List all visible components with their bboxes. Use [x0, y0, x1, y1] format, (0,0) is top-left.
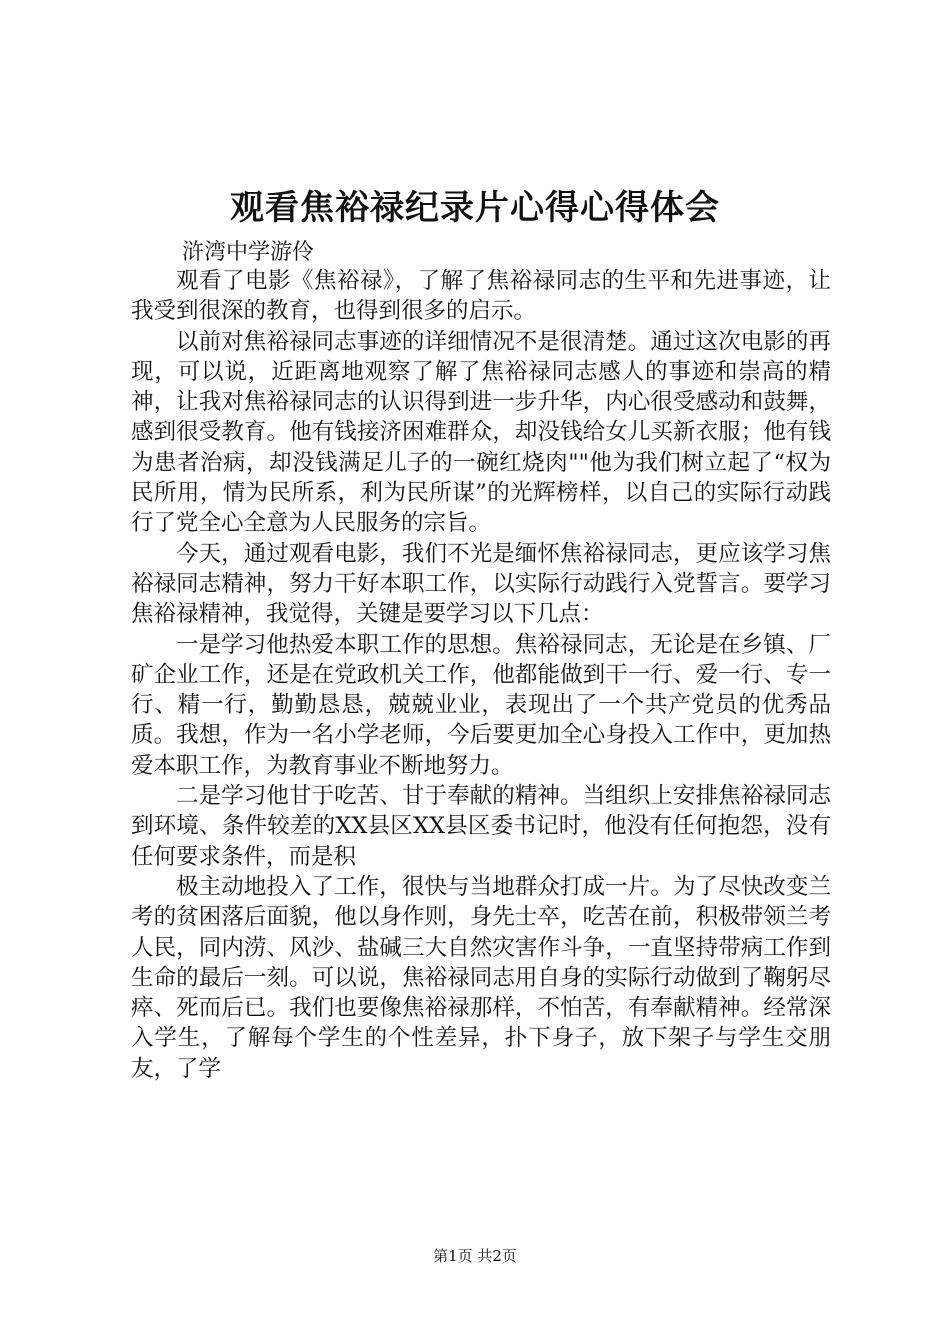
paragraph: 极主动地投入了工作，很快与当地群众打成一片。为了尽快改变兰考的贫困落后面貌，他以身作则，身先士卒，吃苦在前，积极带领兰考人民，同内涝、风沙、盐碱三大自然灾害作斗争，一直坚持带病工作到生命的最后一刻。可以说，焦裕禄同志用自身的实际行动做到了鞠躬尽瘁、死而后已。我们也要像焦裕禄那样，不怕苦，有奉献精神。经常深入学生，了解每个学生的个性差异，扑下身子，放下架子与学生交朋友，了学: [131, 873, 831, 1082]
paragraph: 以前对焦裕禄同志事迹的详细情况不是很清楚。通过这次电影的再现，可以说，近距离地观察了解了焦裕禄同志感人的事迹和崇高的精神，让我对焦裕禄同志的认识得到进一步升华，内心很受感动和鼓舞，感到很受教育。他有钱接济困难群众，却没钱给女儿买新衣服；他有钱为患者治病，却没钱满足儿子的一碗红烧肉""他为我们树立起了“权为民所用，情为民所系，利为民所谋”的光辉榜样，以自己的实际行动践行了党全心全意为人民服务的宗旨。: [131, 328, 831, 537]
page-footer: 第1页 共2页: [433, 1247, 517, 1265]
paragraph: 一是学习他热爱本职工作的思想。焦裕禄同志，无论是在乡镇、厂矿企业工作，还是在党政机关工作，他都能做到干一行、爱一行、专一行、精一行，勤勤恳恳，兢兢业业，表现出了一个共产党员的优秀品质。我想，作为一名小学老师，今后要更加全心身投入工作中，更加热爱本职工作，为教育事业不断地努力。: [131, 631, 831, 779]
document-body: [131, 266, 831, 1084]
paragraph: 观看了电影《焦裕禄》，了解了焦裕禄同志的生平和先进事迹，让我受到很深的教育，也得到很多的启示。: [131, 268, 831, 325]
paragraph: 今天，通过观看电影，我们不光是缅怀焦裕禄同志，更应该学习焦裕禄同志精神，努力干好本职工作，以实际行动践行入党誓言。要学习焦裕禄精神，我觉得，关键是要学习以下几点：: [131, 540, 831, 628]
document-title: 观看焦裕禄纪录片心得心得体会: [230, 188, 720, 228]
document-author: 浒湾中学游伶: [182, 240, 315, 265]
paragraph: 二是学习他甘于吃苦、甘于奉献的精神。当组织上安排焦裕禄同志到环境、条件较差的XX县区XX县区委书记时，他没有任何抱怨，没有任何要求条件，而是积: [131, 783, 831, 870]
